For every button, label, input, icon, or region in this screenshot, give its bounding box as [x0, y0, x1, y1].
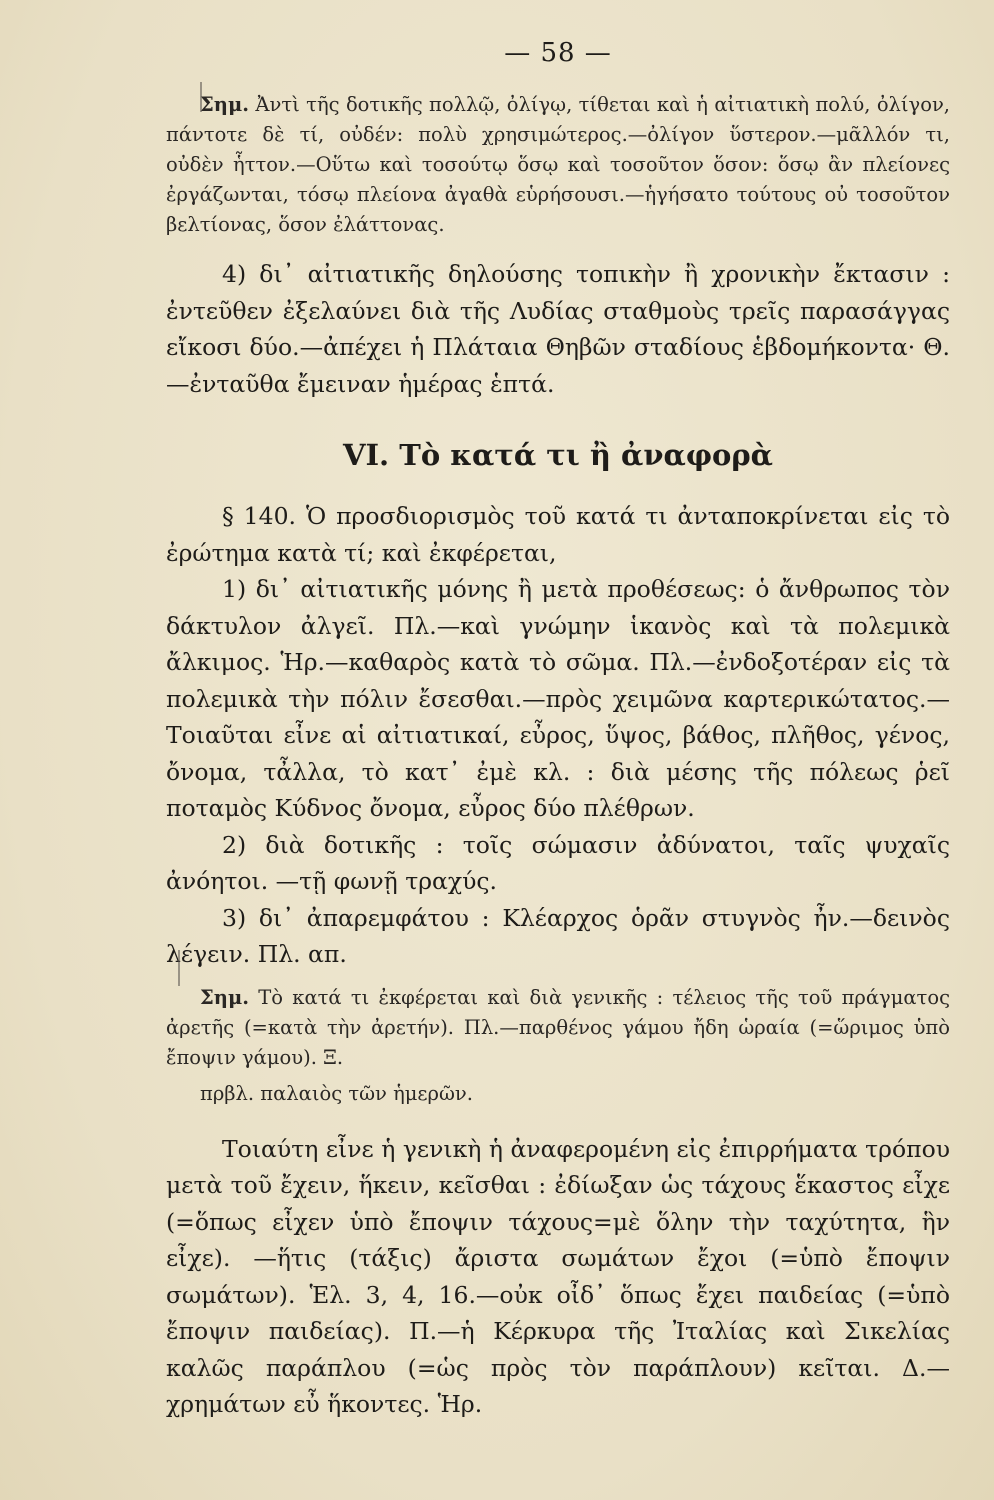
item-4	[166, 256, 950, 402]
item-text: διὰ δοτικῆς : τοῖς σώμασιν ἀδύνατοι, ταῖς ψυχαῖς ἀνόητοι. —τῇ φωνῇ τραχύς.	[166, 830, 950, 895]
item-3	[166, 900, 950, 973]
section-text: Ὁ προσδιορισμὸς τοῦ κατά τι ἀνταποκρίνεται εἰς τὸ ἐρώτημα κατὰ τί; καὶ ἐκφέρεται,	[166, 502, 950, 567]
section-title: VI. Τὸ κατά τι ἢ ἀναφορὰ	[342, 438, 773, 472]
section-140-intro	[166, 498, 950, 571]
item-1	[166, 571, 950, 827]
note-label: Σημ.	[200, 93, 250, 116]
note-extra	[166, 1079, 950, 1109]
item-text: δι᾽ ἀπαρεμφάτου : Κλέαρχος ὁρᾶν στυγνὸς ἦν.—δεινὸς λέγειν. Πλ. απ.	[166, 903, 950, 968]
note-paragraph-2	[166, 983, 950, 1073]
section-number: § 140.	[222, 502, 297, 530]
note-text: Τὸ κατά τι ἐκφέρεται καὶ διὰ γενικῆς : τέλειος τῆς τοῦ πράγματος ἀρετῆς (=κατὰ τὴν ἀρετήν). Πλ.—παρθένος γάμου ἤδη ὡραία (=ὥριμος ὑπὸ ἔποψιν γάμου). Ξ.	[166, 985, 951, 1069]
item-number: 2)	[222, 830, 247, 859]
item-number: 4)	[222, 260, 247, 288]
note-extra-text: πρβλ. παλαιὸς τῶν ἡμερῶν.	[200, 1081, 473, 1105]
note-paragraph	[166, 90, 950, 240]
page-number: — 58 —	[504, 38, 612, 68]
item-text: δι᾽ αἰτιατικῆς μόνης ἢ μετὰ προθέσεως: ὁ ἄνθρωπος τὸν δάκτυλον ἀλγεῖ. Πλ.—καὶ γνώμην ἱκανὸς καὶ τὰ πολεμικὰ ἄλκιμος. Ἡρ.—καθαρὸς κατὰ τὸ σῶμα. Πλ.—ἐνδοξοτέραν εἰς τὰ πολεμικὰ τὴν πόλιν ἔσεσθαι.—πρὸς χειμῶνα καρτερικώτατος.— Τοιαῦται εἶνε αἱ αἰτιατικαί, εὖρος, ὕψος, βάθος, πλῆθος, γένος, ὄνομα, τἆλλα, τὸ κατ᾽ ἐμὲ κλ. : διὰ μέσης τῆς πόλεως ῥεῖ ποταμὸς Κύδνος ὄνομα, εὖρος δύο πλέθρων.	[166, 575, 950, 822]
pencil-mark	[178, 950, 194, 986]
item-text: δι᾽ αἰτιατικῆς δηλούσης τοπικὴν ἢ χρονικὴν ἔκτασιν : ἐντεῦθεν ἐξελαύνει διὰ τῆς Λυδίας σταθμοὺς τρεῖς παρασάγγας εἴκοσι δύο.—ἀπέχει ἡ Πλάταια Θηβῶν σταδίους ἑβδομήκοντα· Θ.—ἐνταῦθα ἔμειναν ἡμέρας ἑπτά.	[166, 260, 950, 398]
item-number: 3)	[222, 903, 247, 932]
final-paragraph	[166, 1131, 950, 1423]
note-text: Ἀντὶ τῆς δοτικῆς πολλῷ, ὀλίγῳ, τίθεται καὶ ἡ αἰτιατικὴ πολύ, ὀλίγον, πάντοτε δὲ τί, οὐδέν: πολὺ χρησιμώτερος.—ὀλίγον ὕστερον.—μᾶλλόν τι, οὐδὲν ἧττον.—Οὕτω καὶ τοσούτῳ ὅσῳ καὶ τοσοῦτον ὅσον: ὅσῳ ἂν πλείονες ἐργάζωνται, τόσῳ πλείονα ἀγαθὰ εὑρήσουσι.—ἡγήσατο τούτους οὐ τοσοῦτον βελτίονας, ὅσον ἐλάττονας.	[166, 93, 951, 236]
note-label: Σημ.	[200, 985, 250, 1009]
pencil-mark	[200, 82, 216, 112]
item-2	[166, 827, 950, 900]
item-number: 1)	[222, 575, 247, 603]
final-text: Τοιαύτη εἶνε ἡ γενικὴ ἡ ἀναφερομένη εἰς ἐπιρρήματα τρόπου μετὰ τοῦ ἔχειν, ἥκειν, κεῖσθαι : ἐδίωξαν ὡς τάχους ἕκαστος εἶχε (=ὅπως εἶχεν ὑπὸ ἔποψιν τάχους=μὲ ὅλην τὴν ταχύτητα, ἣν εἶχε). —ἥτις (τάξις) ἄριστα σωμάτων ἔχοι (=ὑπὸ ἔποψιν σωμάτων). Ἑλ. 3, 4, 16.—οὐκ οἶδ᾽ ὅπως ἔχει παιδείας (=ὑπὸ ἔποψιν παιδείας). Π.—ἡ Κέρκυρα τῆς Ἰταλίας καὶ Σικελίας καλῶς παράπλου (=ὡς πρὸς τὸν παράπλουν) κεῖται. Δ.—χρημάτων εὖ ἥκοντες. Ἡρ.	[166, 1134, 950, 1418]
